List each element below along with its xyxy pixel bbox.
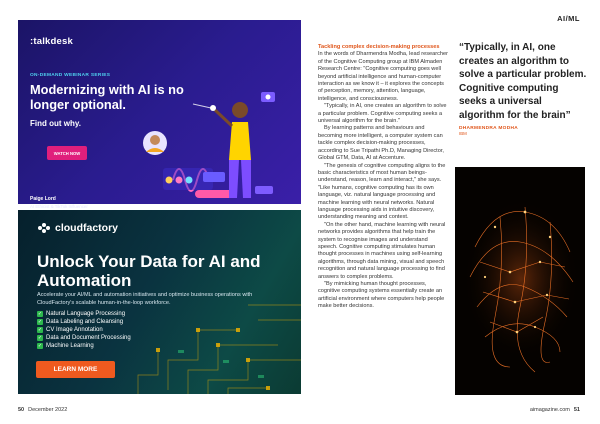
article-paragraph: "By mimicking human thought processes, cognitive computing systems essentially create an artificial environment where computers help people make better decisions. bbox=[318, 281, 445, 310]
ad-headline: Modernizing with AI is no longer optional. bbox=[30, 82, 184, 112]
check-icon: ✓ bbox=[37, 311, 43, 317]
article-subheading: Tackling complex decision-making processes bbox=[318, 44, 440, 50]
ad-headline: Unlock Your Data for AI and Automation bbox=[37, 252, 261, 290]
checklist-item: ✓ Natural Language Processing bbox=[37, 311, 126, 317]
check-icon: ✓ bbox=[37, 343, 43, 349]
article-body bbox=[318, 44, 448, 311]
learn-more-button[interactable]: LEARN MORE bbox=[36, 361, 115, 378]
article-paragraph: "Typically, in AI, one creates an algorithm to solve a particular problem. Cognitive computing seeks a universal algorithm for the brain." bbox=[318, 103, 447, 125]
check-icon: ✓ bbox=[37, 327, 43, 333]
pull-quote-text: “Typically, in AI, one creates an algorithm to solve a particular problem. Cognitive computing seeks a universal algorithm for the brain” bbox=[459, 42, 587, 121]
pull-quote-org: IBM bbox=[459, 131, 467, 136]
page-number-right: 51 bbox=[573, 407, 580, 413]
check-icon: ✓ bbox=[37, 319, 43, 325]
talkdesk-logo: :talkdesk bbox=[30, 36, 73, 47]
checklist-item: ✓ CV Image Annotation bbox=[37, 327, 103, 333]
checklist-item: ✓ Data and Document Processing bbox=[37, 335, 131, 341]
article-paragraph: "The genesis of cognitive computing aligns to the basic characteristics of most human beings-understand, reason, learn and interact," she says. "Like humans, cognitive computing has its own language, viz. natural language processing and machine learning with neural networks. Natural language processing aids in intuitive discovery, understanding meaning and context. bbox=[318, 162, 446, 221]
footer-right bbox=[530, 407, 580, 413]
feature-checklist bbox=[37, 310, 131, 350]
check-icon: ✓ bbox=[37, 335, 43, 341]
section-label: AI/ML bbox=[557, 14, 580, 23]
neural-network-graphic bbox=[455, 167, 585, 395]
ad-description: Accelerate your AI/ML and automation initiatives and optimize business operations with CloudFactory's scalable human-in-the-loop workforce. bbox=[37, 292, 253, 306]
article-paragraph: By learning patterns and behaviours and becoming more intelligent, a computer system can tackle complex decision-making processes, according to Sue Tripathi Ph.D, Managing Director, Global GTM, Data, AI at Accenture. bbox=[318, 125, 444, 162]
checklist-item: ✓ Data Labeling and Cleansing bbox=[37, 319, 124, 325]
talkdesk-ad[interactable] bbox=[18, 20, 301, 209]
cloudfactory-logo bbox=[37, 222, 118, 234]
talkdesk-illustration bbox=[133, 80, 293, 200]
website[interactable]: aimagazine.com bbox=[529, 407, 570, 413]
watch-now-button[interactable]: WATCH NOW bbox=[47, 146, 87, 160]
article-paragraph: "On the other hand, machine learning with neural networks provides algorithms that help train the system to recognise images and understand speech. Cognitive computing stimulates human thought processes in machines using self-learning algorithms, through data mining, visual and speech recognition and natural language processing to find answers to complex problems. bbox=[318, 221, 446, 280]
footer-left bbox=[18, 407, 67, 413]
brain-neural-image bbox=[455, 167, 585, 395]
cloudfactory-logo-text: cloudfactory bbox=[55, 222, 119, 234]
speaker-name: Paige Lord bbox=[30, 196, 56, 202]
article-paragraph: In the words of Dharmendra Modha, lead researcher of the Cognitive Computing group at IBM Almaden Research Centre: "Cognitive computing goes well beyond artificial intelligence and human-computer interaction as we know it – it explores the concepts of perception, memory, attention, language, intelligence, and consciousness. bbox=[318, 51, 448, 102]
pull-quote-author: DHARMENDRA MODHA bbox=[459, 126, 518, 131]
cloud-icon bbox=[37, 222, 51, 234]
page-number-left: 50 bbox=[18, 407, 25, 413]
issue-date: December 2022 bbox=[28, 407, 68, 413]
webinar-series-label: ON-DEMAND WEBINAR SERIES bbox=[30, 73, 111, 78]
cloudfactory-ad[interactable] bbox=[18, 210, 301, 394]
checklist-item: ✓ Machine Learning bbox=[37, 343, 94, 349]
ad-subline: Find out why. bbox=[30, 119, 81, 128]
pull-quote bbox=[459, 41, 589, 136]
chat-bubble-icon bbox=[203, 172, 225, 182]
speaker-role: AI Ethicist & TikTok Influencer bbox=[30, 204, 88, 209]
